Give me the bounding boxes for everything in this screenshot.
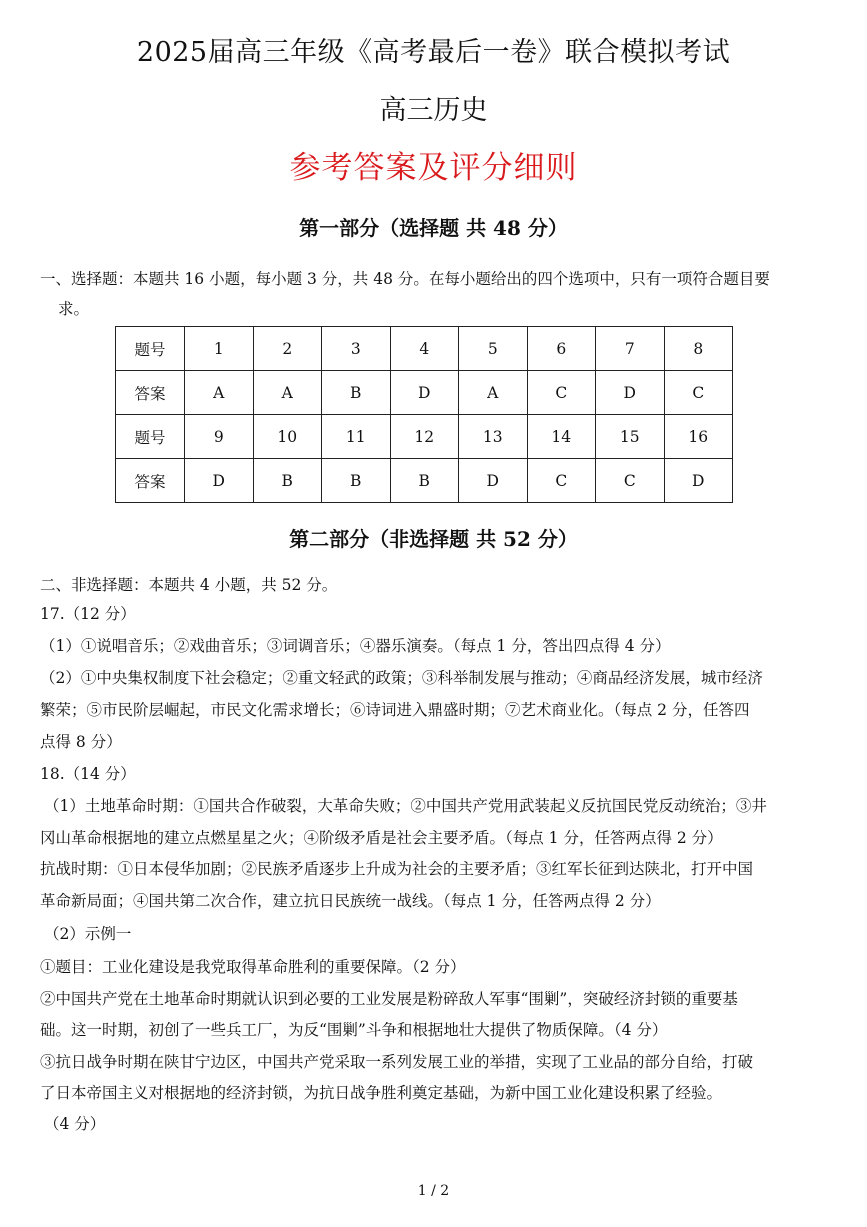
answer-title: 参考答案及评分细则 bbox=[289, 150, 578, 186]
answer-table bbox=[115, 326, 733, 503]
table-cell: B bbox=[322, 459, 391, 503]
table-cell: A bbox=[459, 371, 528, 415]
table-cell: 4 bbox=[390, 327, 459, 371]
table-cell: C bbox=[664, 371, 733, 415]
table-cell: D bbox=[596, 371, 665, 415]
table-cell: 1 bbox=[185, 327, 254, 371]
table-row bbox=[116, 459, 733, 503]
table-row bbox=[116, 327, 733, 371]
answer-line: ②中国共产党在土地革命时期就认识到必要的工业发展是粉碎敌人军事“围剿”，突破经济封锁的重要基 bbox=[40, 990, 738, 1008]
table-cell: 14 bbox=[527, 415, 596, 459]
answer-line: （1）土地革命时期：①国共合作破裂，大革命失败；②中国共产党用武装起义反抗国民党反动统治；③井 bbox=[44, 797, 767, 815]
answer-line: （2）①中央集权制度下社会稳定；②重文轻武的政策；③科举制发展与推动；④商品经济发展，城市经济 bbox=[40, 669, 763, 687]
answer-line: 了日本帝国主义对根据地的经济封锁，为抗日战争胜利奠定基础，为新中国工业化建设积累了经验。 bbox=[40, 1084, 723, 1102]
answer-line: ①题目：工业化建设是我党取得革命胜利的重要保障。（2 分） bbox=[40, 958, 466, 976]
answer-line: 点得 8 分） bbox=[40, 733, 122, 751]
table-cell: 9 bbox=[185, 415, 254, 459]
table-cell: 15 bbox=[596, 415, 665, 459]
answer-line: ③抗日战争时期在陕甘宁边区，中国共产党采取一系列发展工业的举措，实现了工业品的部分自给，打破 bbox=[40, 1053, 754, 1071]
table-row-label: 题号 bbox=[116, 327, 185, 371]
table-cell: C bbox=[527, 459, 596, 503]
answer-line: （4 分） bbox=[44, 1115, 106, 1133]
subject-title: 高三历史 bbox=[379, 95, 488, 126]
table-cell: C bbox=[527, 371, 596, 415]
table-cell: 11 bbox=[322, 415, 391, 459]
table-cell: 16 bbox=[664, 415, 733, 459]
table-cell: 10 bbox=[253, 415, 322, 459]
table-row-label: 题号 bbox=[116, 415, 185, 459]
table-row bbox=[116, 371, 733, 415]
table-row-label: 答案 bbox=[116, 459, 185, 503]
table-cell: A bbox=[253, 371, 322, 415]
answer-line: 革命新局面；④国共第二次合作，建立抗日民族统一战线。（每点 1 分，任答两点得 2 分） bbox=[40, 892, 661, 910]
part2-heading: 第二部分（非选择题 共 52 分） bbox=[289, 527, 578, 551]
document-title: 2025届高三年级《高考最后一卷》联合模拟考试 bbox=[136, 37, 731, 68]
part1-heading: 第一部分（选择题 共 48 分） bbox=[299, 216, 568, 240]
table-cell: 3 bbox=[322, 327, 391, 371]
table-cell: B bbox=[253, 459, 322, 503]
table-cell: B bbox=[322, 371, 391, 415]
page-number: 1 / 2 bbox=[417, 1183, 450, 1199]
table-cell: A bbox=[185, 371, 254, 415]
table-cell: 2 bbox=[253, 327, 322, 371]
table-cell: 5 bbox=[459, 327, 528, 371]
table-cell: D bbox=[459, 459, 528, 503]
table-row bbox=[116, 415, 733, 459]
example-heading: （2）示例一 bbox=[44, 925, 132, 943]
question-17-heading: 17.（12 分） bbox=[40, 605, 136, 623]
part1-instruction-line: 求。 bbox=[58, 300, 90, 318]
answer-line: 抗战时期：①日本侵华加剧；②民族矛盾逐步上升成为社会的主要矛盾；③红军长征到达陕北，打开中国 bbox=[40, 860, 754, 878]
table-cell: B bbox=[390, 459, 459, 503]
answer-line: 冈山革命根据地的建立点燃星星之火；④阶级矛盾是社会主要矛盾。（每点 1 分，任答两点得 2 分） bbox=[40, 829, 723, 847]
part1-instruction-line: 一、选择题：本题共 16 小题，每小题 3 分，共 48 分。在每小题给出的四个选项中，只有一项符合题目要 bbox=[40, 270, 770, 288]
table-cell: C bbox=[596, 459, 665, 503]
question-18-heading: 18.（14 分） bbox=[40, 765, 136, 783]
table-cell: D bbox=[390, 371, 459, 415]
answer-line: 繁荣；⑤市民阶层崛起，市民文化需求增长；⑥诗词进入鼎盛时期；⑦艺术商业化。（每点 2 分，任答四 bbox=[40, 701, 750, 719]
answer-line: （1）①说唱音乐；②戏曲音乐；③词调音乐；④器乐演奏。（每点 1 分，答出四点得 4 分） bbox=[40, 637, 671, 655]
table-row-label: 答案 bbox=[116, 371, 185, 415]
section-intro: 二、非选择题：本题共 4 小题，共 52 分。 bbox=[40, 576, 338, 594]
table-cell: D bbox=[185, 459, 254, 503]
table-cell: 6 bbox=[527, 327, 596, 371]
table-cell: 13 bbox=[459, 415, 528, 459]
table-cell: 7 bbox=[596, 327, 665, 371]
table-cell: 12 bbox=[390, 415, 459, 459]
table-cell: D bbox=[664, 459, 733, 503]
table-cell: 8 bbox=[664, 327, 733, 371]
answer-line: 础。这一时期，初创了一些兵工厂，为反“围剿”斗争和根据地壮大提供了物质保障。（4 分） bbox=[40, 1021, 668, 1039]
